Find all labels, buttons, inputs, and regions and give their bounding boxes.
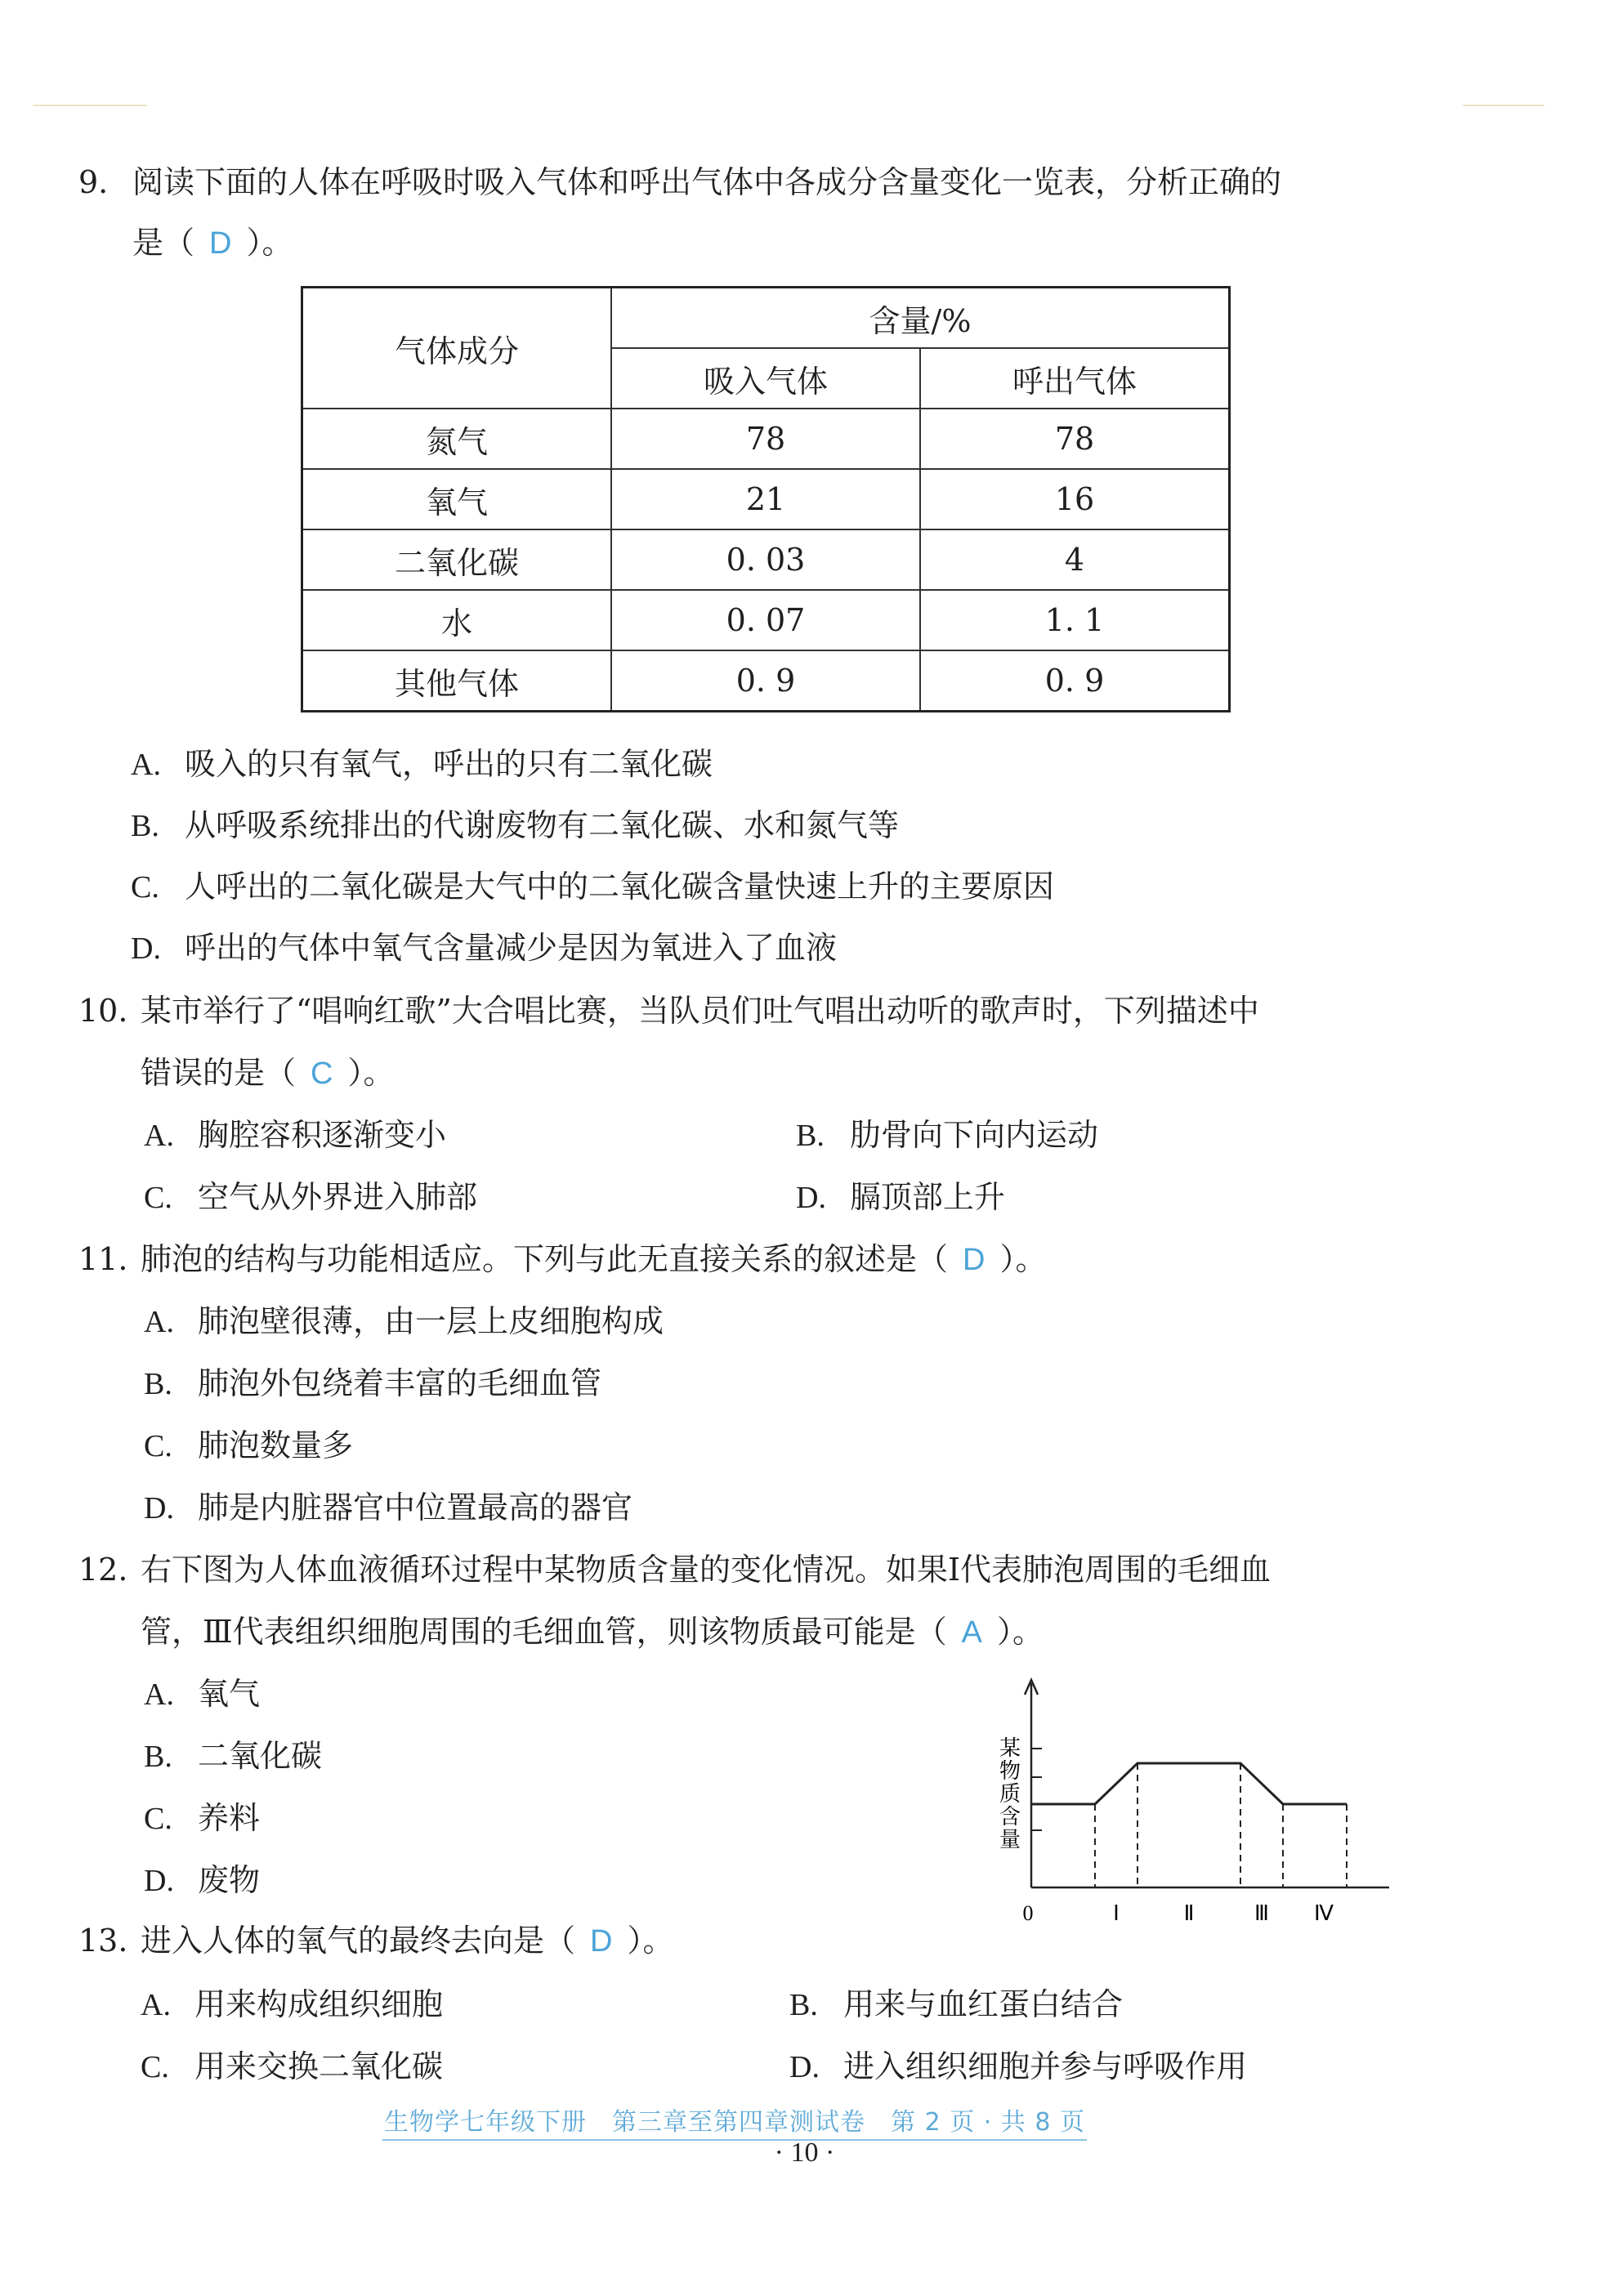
q13-number: 13. [78,1923,128,1959]
option-text: 氧气 [198,1676,261,1712]
q9-text-line1: 阅读下面的人体在呼吸时吸入气体和呼出气体中各成分含量变化一览表，分析正确的 [132,164,1282,200]
x-tick-label: Ⅰ [1113,1901,1120,1925]
top-decoration-left [33,105,147,106]
cell-inhaled: 0. 03 [611,529,920,590]
option-text: 肺泡壁很薄，由一层上皮细胞构成 [198,1303,664,1339]
q10-number: 10. [78,993,128,1029]
q12-option-b [144,1735,322,1777]
substance-content-graph [981,1667,1422,1945]
q12-line2 [141,1611,1044,1653]
q12-option-c [144,1798,260,1839]
q10-option-a [144,1114,446,1156]
q13-option-a [141,1984,443,2026]
q12-text-post: ）。 [997,1614,1044,1650]
option-label: C. [144,1802,172,1836]
option-text: 肋骨向下向内运动 [850,1117,1099,1153]
q10-text-post: ）。 [347,1055,395,1091]
q13-option-b [789,1984,1123,2026]
x-tick-label: Ⅲ [1254,1901,1269,1925]
cell-exhaled: 0. 9 [920,650,1230,712]
option-label: D. [144,1864,174,1898]
option-label: B. [789,1988,818,2022]
q13-option-d [789,2046,1247,2088]
q12-number: 12. [78,1552,128,1588]
q9-option-c [131,866,1054,908]
option-text: 二氧化碳 [198,1738,323,1774]
q10-option-b [796,1114,1098,1156]
option-text: 呼出的气体中氧气含量减少是因为氧进入了血液 [185,930,838,966]
option-label: D. [789,2050,820,2084]
gas-composition-table [301,286,1231,712]
q9-option-a [131,744,713,785]
th-exhaled: 呼出气体 [920,348,1230,409]
y-label-char: 量 [999,1828,1021,1852]
option-text: 肺泡外包绕着丰富的毛细血管 [198,1365,602,1401]
q13-text-pre: 进入人体的氧气的最终去向是（ [141,1923,576,1959]
option-label: A. [141,1988,171,2022]
q13-answer: D [590,1924,613,1959]
q10-line2 [141,1052,394,1094]
y-label-char: 含 [999,1805,1021,1829]
option-text: 吸入的只有氧气，呼出的只有二氧化碳 [185,746,713,782]
table-row [302,650,1230,712]
option-text: 空气从外界进入肺部 [198,1179,478,1215]
q10-option-c [144,1177,477,1218]
cell-name: 氧气 [302,469,612,529]
page-number: · 10 · [774,2137,835,2168]
option-label: C. [131,870,159,905]
cell-inhaled: 21 [611,469,920,529]
y-label-char: 物 [999,1759,1021,1784]
th-component: 气体成分 [302,288,612,409]
table-row [302,409,1230,469]
q9-text-pre: 是（ [132,225,195,261]
content-curve [1031,1763,1347,1804]
q12-option-d [144,1860,260,1901]
q9-option-b [131,805,899,846]
x-tick-label: Ⅳ [1314,1901,1334,1925]
cell-inhaled: 78 [611,409,920,469]
y-label-char: 某 [999,1736,1021,1761]
q11-text-post: ）。 [999,1241,1047,1277]
q10-answer: C [311,1056,333,1091]
cell-name: 二氧化碳 [302,529,612,590]
th-content: 含量/% [611,288,1230,349]
q10-line1 [78,990,1259,1031]
q10-text-line1: 某市举行了“唱响红歌”大合唱比赛，当队员们吐气唱出动听的歌声时，下列描述中 [141,993,1259,1029]
q9-line2 [132,222,293,264]
q9-option-d [131,927,837,969]
q11-option-a [144,1301,664,1342]
q11-option-c [144,1425,353,1467]
option-text: 肺是内脏器官中位置最高的器官 [198,1490,633,1525]
cell-inhaled: 0. 07 [611,590,920,650]
option-label: A. [144,1677,174,1712]
q11-number: 11. [78,1241,128,1277]
q11-option-b [144,1363,601,1405]
q11-answer: D [963,1243,986,1277]
q10-text-pre: 错误的是（ [141,1055,297,1091]
table-row [302,529,1230,590]
q9-text-post: ）。 [246,225,293,261]
q11-option-d [144,1487,632,1529]
q12-text-pre: 管，Ⅲ代表组织细胞周围的毛细血管，则该物质最可能是（ [141,1614,947,1650]
option-label: C. [144,1429,172,1463]
option-label: C. [141,2050,169,2084]
option-text: 人呼出的二氧化碳是大气中的二氧化碳含量快速上升的主要原因 [185,869,1055,905]
option-label: D. [144,1491,174,1525]
q12-answer: A [961,1615,983,1650]
option-label: C. [144,1181,172,1215]
cell-exhaled: 4 [920,529,1230,590]
y-label-char: 质 [999,1782,1021,1807]
cell-name: 水 [302,590,612,650]
q13-text-post: ）。 [627,1923,674,1959]
origin-label: 0 [1022,1901,1034,1925]
q11-line1 [78,1239,1046,1280]
option-text: 从呼吸系统排出的代谢废物有二氧化碳、水和氮气等 [185,807,900,843]
cell-exhaled: 1. 1 [920,590,1230,650]
option-text: 废物 [198,1862,261,1898]
option-text: 胸腔容积逐渐变小 [198,1117,447,1153]
th-inhaled: 吸入气体 [611,348,920,409]
q13-option-c [141,2046,443,2088]
option-label: B. [144,1367,172,1401]
option-label: D. [796,1181,826,1215]
q13-line1 [78,1920,673,1962]
option-label: B. [796,1119,825,1153]
cell-inhaled: 0. 9 [611,650,920,712]
option-text: 进入组织细胞并参与呼吸作用 [843,2048,1248,2084]
q9-line1 [78,162,1281,203]
option-label: A. [144,1305,174,1339]
page-footer: 生物学七年级下册 第三章至第四章测试卷 第 2 页 · 共 8 页 [382,2102,1087,2141]
q9-number: 9. [78,164,109,200]
option-text: 膈顶部上升 [850,1179,1006,1215]
cell-name: 其他气体 [302,650,612,712]
q12-text-line1: 右下图为人体血液循环过程中某物质含量的变化情况。如果Ⅰ代表肺泡周围的毛细血 [141,1552,1272,1588]
q10-option-d [796,1177,1005,1218]
q11-text-pre: 肺泡的结构与功能相适应。下列与此无直接关系的叙述是（ [141,1241,949,1277]
cell-exhaled: 16 [920,469,1230,529]
option-label: A. [144,1119,174,1153]
option-label: D. [131,931,161,966]
q9-answer: D [209,226,232,261]
cell-name: 氮气 [302,409,612,469]
table-row [302,469,1230,529]
x-tick-label: Ⅱ [1183,1901,1195,1925]
option-text: 用来交换二氧化碳 [194,2048,444,2084]
option-label: B. [144,1740,172,1774]
option-text: 养料 [198,1800,261,1836]
top-decoration-right [1463,105,1544,106]
option-text: 用来与血红蛋白结合 [843,1986,1124,2022]
cell-exhaled: 78 [920,409,1230,469]
option-text: 用来构成组织细胞 [194,1986,444,2022]
q12-line1 [78,1549,1271,1590]
option-text: 肺泡数量多 [198,1427,354,1463]
q12-option-a [144,1673,260,1715]
option-label: A. [131,748,161,782]
table-row [302,590,1230,650]
option-label: B. [131,809,159,843]
